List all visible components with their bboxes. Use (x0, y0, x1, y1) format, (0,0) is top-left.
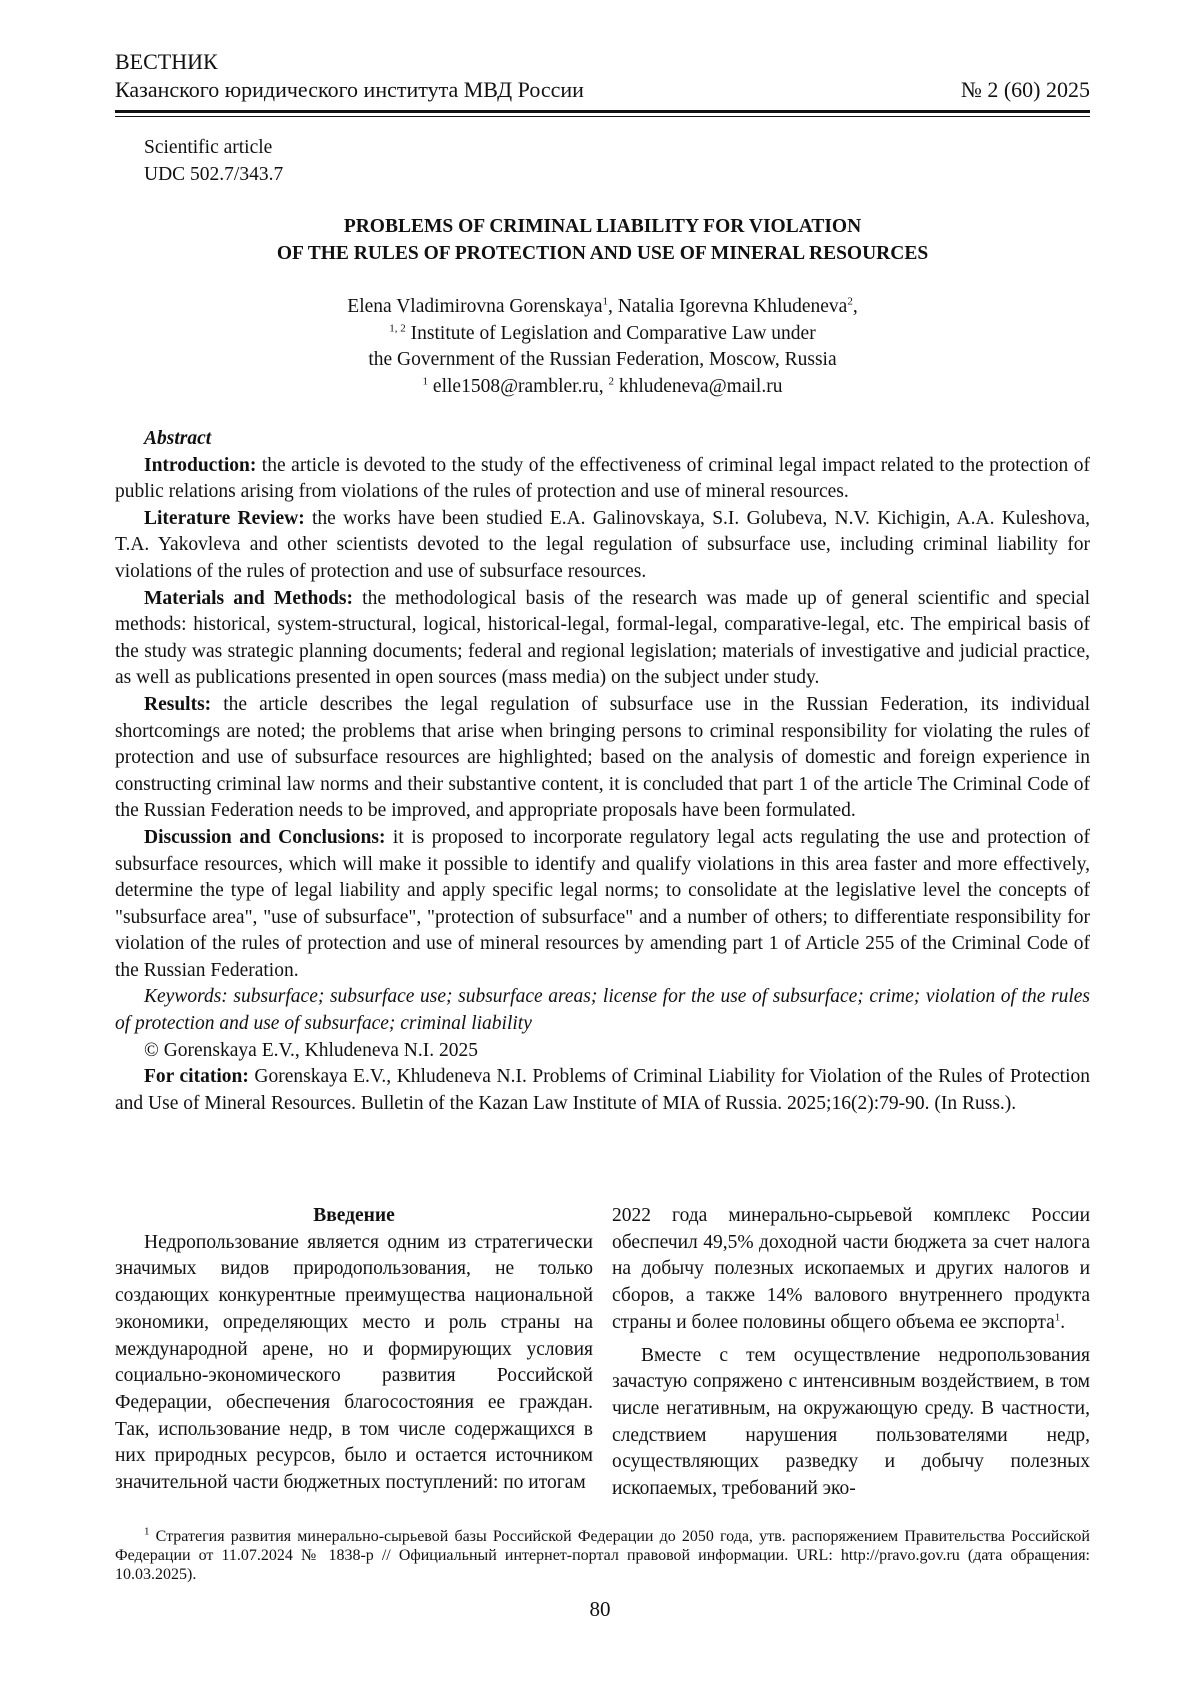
author-1-sup: 1 (603, 296, 609, 308)
footnote (115, 1527, 1090, 1584)
title-line-2: OF THE RULES OF PROTECTION AND USE OF MINERAL RESOURCES (115, 240, 1090, 267)
affiliation-2: the Government of the Russian Federation, Moscow, Russia (115, 347, 1090, 374)
abstract-introduction (115, 453, 1090, 506)
text: the methodological basis of the research was made up of general scientific and special methods: historical, system-structural, logical, historical-legal, formal-legal, comparative-legal, etc. The empirical basis of the study was strategic planning documents; federal and regional legislation; materials of investigative and judicial practice, as well as publications presented in open sources (mass media) on the subject under study. (115, 588, 1090, 689)
text: the works have been studied E.A. Galinovskaya, S.I. Golubeva, N.V. Kichigin, A.A. Kuleshova, T.A. Yakovleva and other scientists devoted to the legal regulation of subsurface use, including criminal liability for violations of the rules of protection and use of subsurface resources. (115, 508, 1090, 582)
text: the article is devoted to the study of the effectiveness of criminal legal impact related to the protection of public relations arising from violations of the rules of protection and use of mineral resources. (115, 455, 1090, 503)
paragraph-1: Недропользование является одним из стратегически значимых видов природопользования, не только создающих конкурентные преимущества национальной экономики, определяющих место и роль страны на международной арене, но и формирующих условия социально-экономического развития Российской Федерации, обеспечения благосостояния ее граждан. Так, использование недр, в том числе содержащихся в них природных ресурсов, было и остается источником значительной части бюджетных поступлений: по итогам (115, 1230, 593, 1497)
footnote-marker: 1 (144, 1526, 150, 1538)
trail: , (853, 296, 858, 317)
email-2[interactable]: khludeneva@mail.ru (614, 376, 783, 397)
text-end: . (1060, 1312, 1065, 1333)
keywords (115, 984, 1090, 1037)
affiliation-1 (115, 321, 1090, 348)
journal-name-line1: ВЕСТНИК (115, 48, 1090, 76)
keywords-text: Keywords: subsurface; subsurface use; subsurface areas; license for the use of subsurface; crime; violation of the rules of protection and use of subsurface; criminal liability (115, 986, 1090, 1034)
text: Gorenskaya E.V., Khludeneva N.I. Problems of Criminal Liability for Violation of the Rules of Protection and Use of Mineral Resources. Bulletin of the Kazan Law Institute of MIA of Russia. 2025;16(2):79-90. (In Russ.). (115, 1066, 1090, 1114)
section-heading: Введение (115, 1203, 593, 1230)
left-column (115, 1203, 593, 1503)
email-sup-2: 2 (608, 375, 614, 387)
paragraph-2: Вместе с тем осуществление недропользования зачастую сопряжено с интенсивным воздействием, в том числе негативным, на окружающую среду. В частности, следствием нарушения пользователями недр, осуществляющих разведку и добычу полезных ископаемых, требований эко- (612, 1343, 1090, 1503)
label: Results: (144, 694, 211, 715)
text: 2022 года минерально-сырьевой комплекс России обеспечил 49,5% доходной части бюджета за счет налога на добычу полезных ископаемых и других налогов и сборов, а также 14% валового внутреннего продукта страны и более половины общего объема ее экспорта (612, 1205, 1090, 1333)
abstract-results (115, 692, 1090, 825)
author-2: Natalia Igorevna Khludeneva (618, 296, 848, 317)
label: Discussion and Conclusions: (144, 827, 385, 848)
abstract (115, 426, 1090, 1117)
aff-sup: 1, 2 (389, 322, 406, 334)
label: Introduction: (144, 455, 256, 476)
author-2-sup: 2 (847, 296, 853, 308)
emails (115, 374, 1090, 401)
separator: , (608, 296, 618, 317)
author-names (115, 294, 1090, 321)
abstract-heading: Abstract (115, 426, 1090, 453)
abstract-literature (115, 506, 1090, 586)
issue-number: № 2 (60) 2025 (961, 76, 1090, 104)
text: it is proposed to incorporate regulatory legal acts regulating the use and protection of subsurface resources, which will make it possible to identify and qualify violations in this area faster and more effectively, determine the type of legal liability and apply specific legal norms; to consolidate at the legislative level the concepts of "subsurface area", "use of subsurface", "protection of subsurface" and a number of others; to differentiate responsibility for violation of the rules of protection and use of mineral resources by amending part 1 of Article 255 of the Criminal Code of the Russian Federation. (115, 827, 1090, 981)
authors-block (115, 294, 1090, 400)
paragraph-1-continued (612, 1203, 1090, 1337)
label: For citation: (144, 1066, 249, 1087)
right-column (612, 1203, 1090, 1503)
footnote-text: Стратегия развития минерально-сырьевой базы Российской Федерации до 2050 года, утв. распоряжением Правительства Российской Федерации от 11.07.2024 № 1838-р // Официальный интернет-портал правовой информации. URL: http://pravo.gov.ru (дата обращения: 10.03.2025). (115, 1528, 1090, 1583)
article-title (115, 213, 1090, 267)
email-1[interactable]: elle1508@rambler.ru, (428, 376, 608, 397)
title-line-1: PROBLEMS OF CRIMINAL LIABILITY FOR VIOLATION (115, 213, 1090, 240)
article-meta (144, 134, 283, 188)
text: the article describes the legal regulation of subsurface use in the Russian Federation, its individual shortcomings are noted; the problems that arise when bringing persons to criminal responsibility for violating the rules of protection and use of subsurface resources are highlighted; based on the analysis of domestic and foreign experience in constructing criminal law norms and their substantive content, it is concluded that part 1 of the article The Criminal Code of the Russian Federation needs to be improved, and appropriate proposals have been formulated. (115, 694, 1090, 821)
label: Literature Review: (144, 508, 305, 529)
email-sup-1: 1 (423, 375, 429, 387)
footnote-ref[interactable]: 1 (1055, 1311, 1061, 1323)
citation (115, 1064, 1090, 1117)
udc-code: UDC 502.7/343.7 (144, 161, 283, 188)
running-header (115, 48, 1090, 104)
page-number: 80 (0, 1597, 1200, 1622)
abstract-methods (115, 586, 1090, 692)
journal-name-line2: Казанского юридического института МВД России (115, 76, 584, 104)
header-rule (115, 110, 1090, 117)
label: Materials and Methods: (144, 588, 353, 609)
article-type: Scientific article (144, 134, 283, 161)
aff-text-1: Institute of Legislation and Comparative Law under (406, 323, 816, 344)
abstract-discussion (115, 825, 1090, 985)
body-columns (115, 1203, 1090, 1503)
copyright: © Gorenskaya E.V., Khludeneva N.I. 2025 (115, 1038, 1090, 1065)
author-1: Elena Vladimirovna Gorenskaya (347, 296, 602, 317)
